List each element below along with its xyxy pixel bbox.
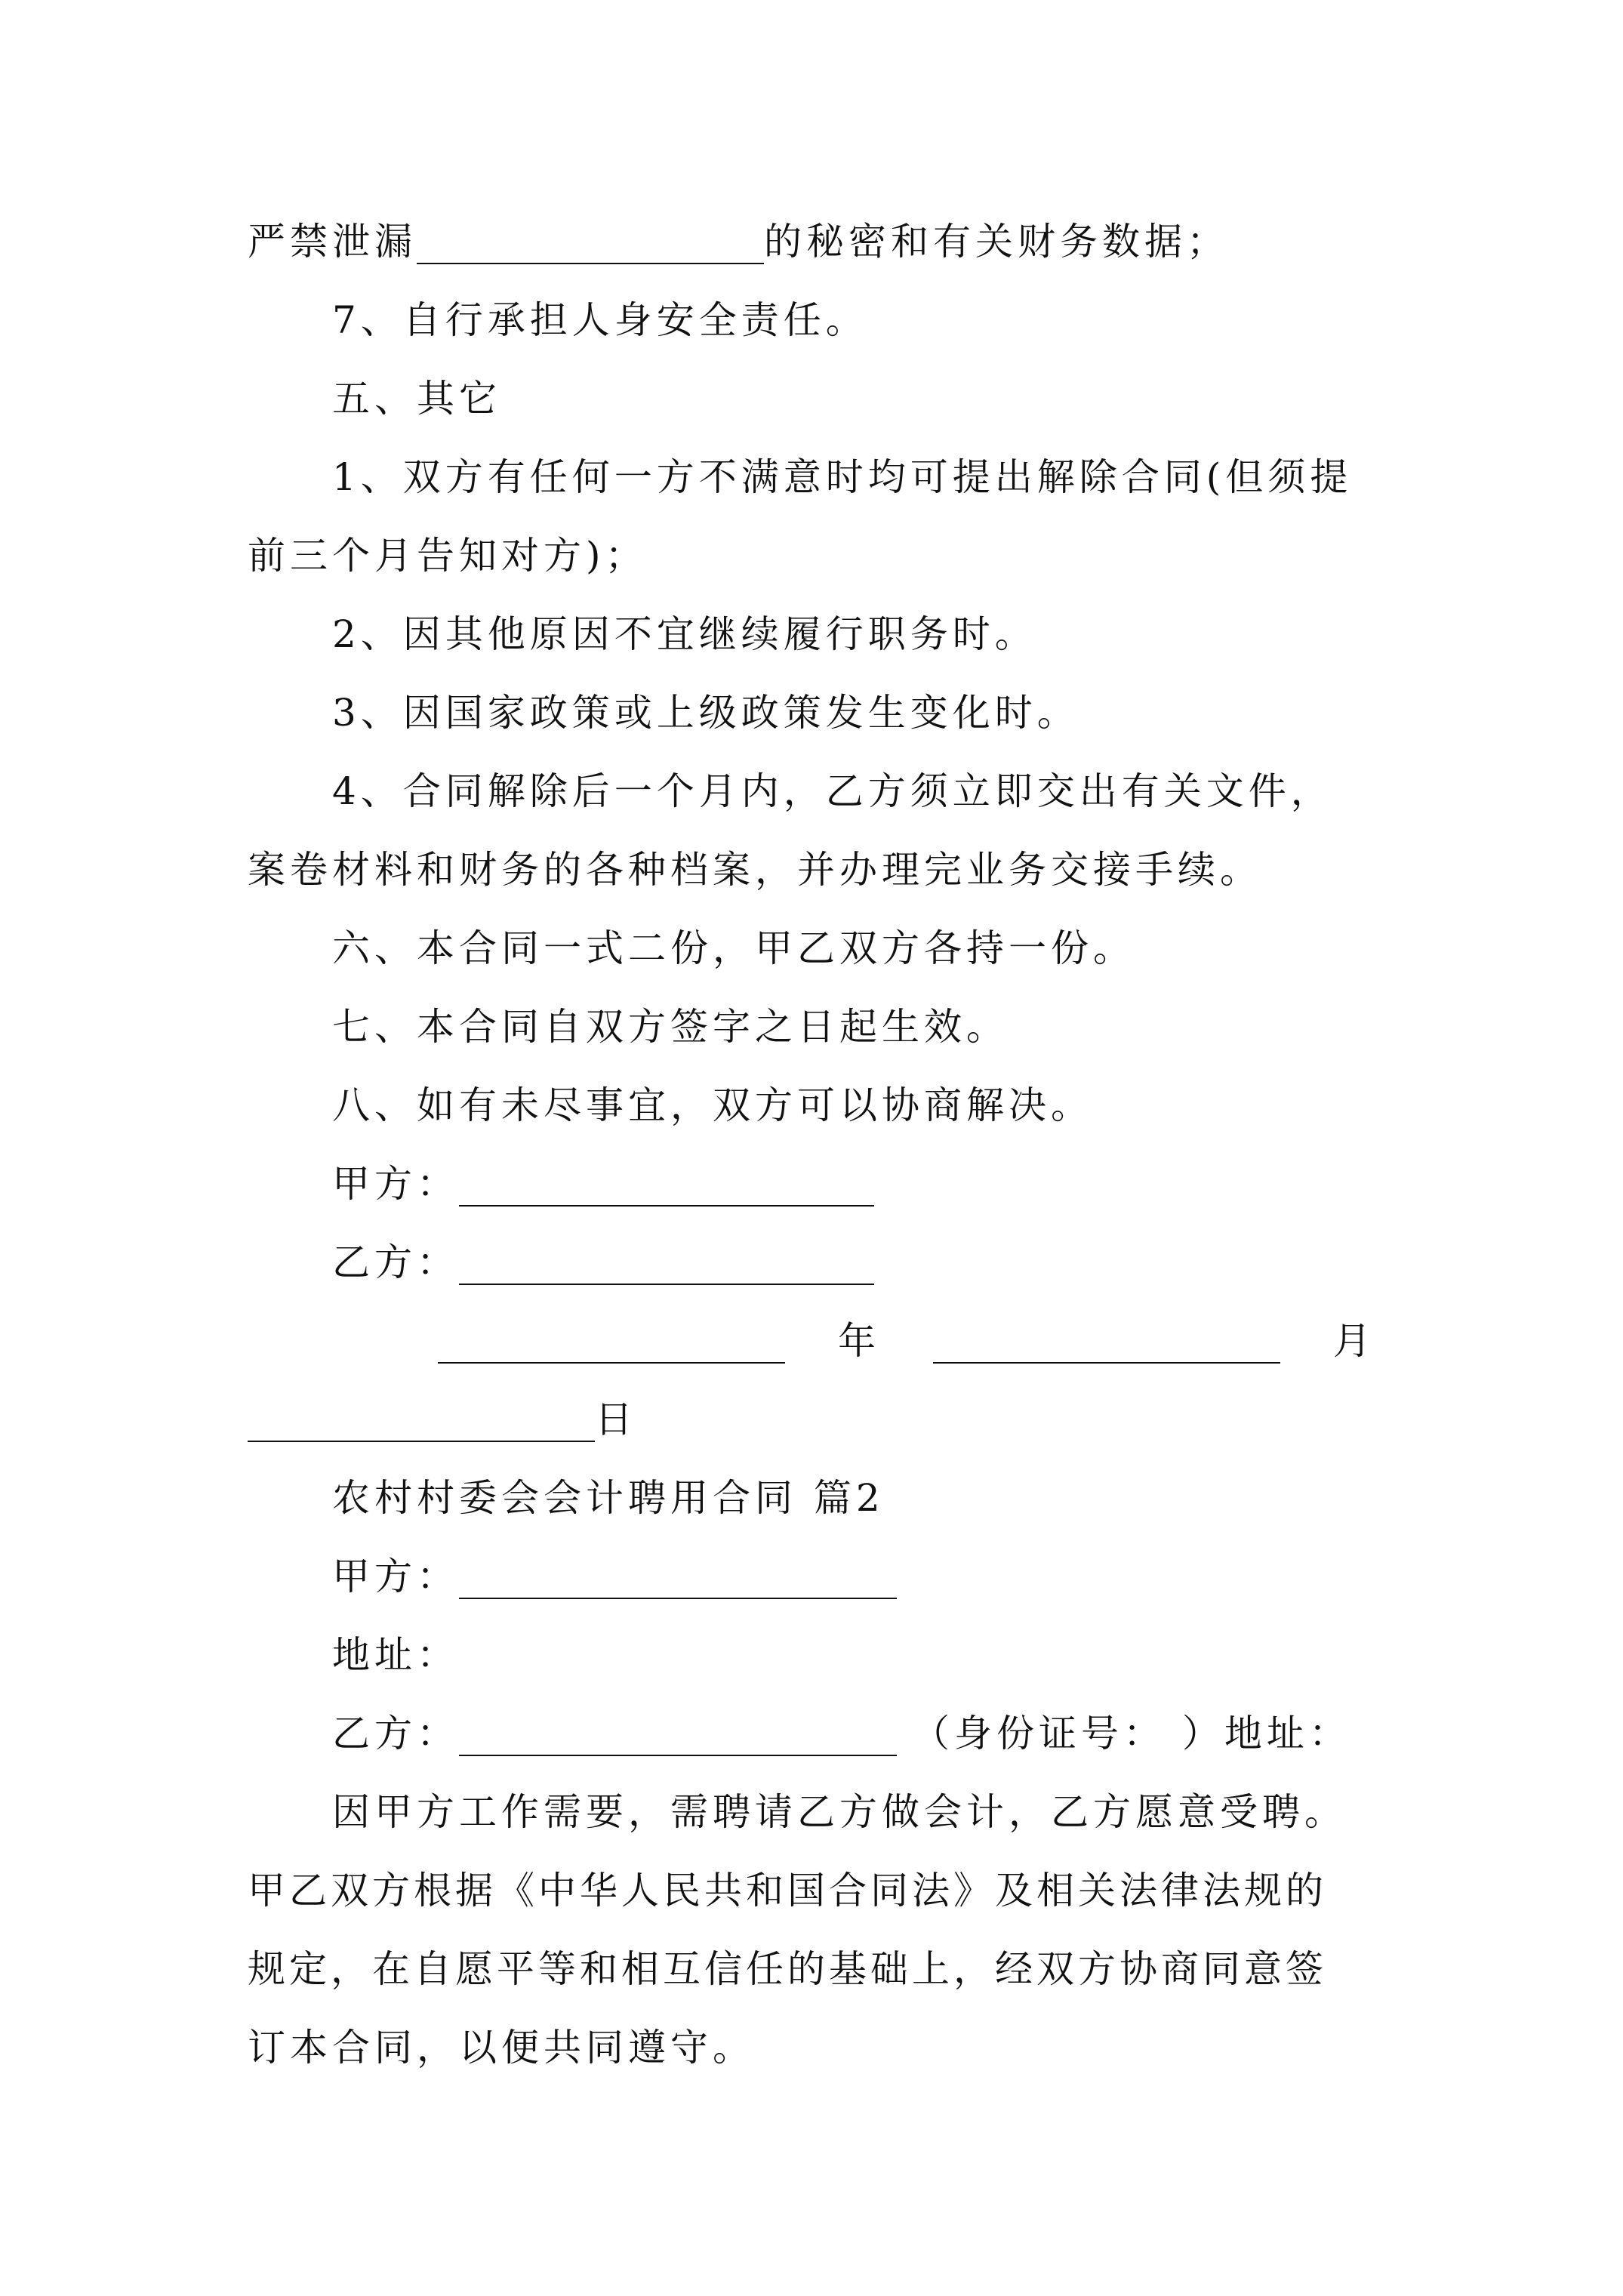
- text-line: 1、双方有任何一方不满意时均可提出解除合同(但须提: [332, 455, 1353, 499]
- section-title: 农村村委会会计聘用合同 篇2: [332, 1476, 885, 1520]
- party-a-label: 甲方：: [332, 1555, 459, 1598]
- blank-line: [933, 1326, 1280, 1364]
- text-segment: 严禁泄漏: [248, 220, 417, 264]
- blank-line: [438, 1326, 785, 1364]
- party-b-line: [332, 1711, 1351, 1756]
- date-line-day: [248, 1397, 637, 1442]
- blank-line: [459, 1247, 874, 1285]
- text-line: 规定，在自愿平等和相互信任的基础上，经双方协商同意签: [248, 1947, 1327, 1991]
- text-line: 3、因国家政策或上级政策发生变化时。: [332, 691, 1079, 735]
- text-line: 7、自行承担人身安全责任。: [332, 298, 868, 342]
- party-a-label: 甲方：: [332, 1162, 459, 1206]
- address-line: 地址：: [332, 1633, 459, 1677]
- blank-line: [417, 227, 764, 264]
- text-line: 订本合同，以便共同遵守。: [248, 2026, 755, 2069]
- date-line: [438, 1318, 1375, 1364]
- party-a-signature-line: [332, 1161, 874, 1207]
- text-line: [248, 219, 1229, 264]
- year-label: 年: [838, 1319, 880, 1363]
- day-label: 日: [595, 1398, 637, 1441]
- text-line: 因甲方工作需要，需聘请乙方做会计，乙方愿意受聘。: [332, 1790, 1347, 1834]
- id-and-address-label: （身份证号： ）地址：: [912, 1712, 1351, 1755]
- text-segment: 的秘密和有关财务数据；: [764, 220, 1229, 264]
- party-b-signature-line: [332, 1240, 874, 1285]
- blank-line: [459, 1561, 897, 1599]
- month-label: 月: [1333, 1319, 1375, 1363]
- section-heading: 五、其它: [332, 377, 501, 421]
- text-line: 六、本合同一式二份，甲乙双方各持一份。: [332, 926, 1135, 970]
- blank-line: [459, 1718, 897, 1756]
- party-b-label: 乙方：: [332, 1712, 459, 1755]
- text-line: 案卷材料和财务的各种档案，并办理完业务交接手续。: [248, 848, 1262, 892]
- text-line: 七、本合同自双方签字之日起生效。: [332, 1005, 1009, 1049]
- text-line: 2、因其他原因不宜继续履行职务时。: [332, 612, 1037, 656]
- party-a-line: [332, 1554, 897, 1599]
- text-line: 甲乙双方根据《中华人民共和国合同法》及相关法律法规的: [248, 1869, 1327, 1912]
- text-line: 八、如有未尽事宜，双方可以协商解决。: [332, 1083, 1093, 1127]
- text-line: 4、合同解除后一个月内，乙方须立即交出有关文件，: [332, 769, 1333, 813]
- text-line: 前三个月告知对方)；: [248, 534, 648, 578]
- blank-line: [459, 1169, 874, 1207]
- blank-line: [248, 1404, 595, 1442]
- party-b-label: 乙方：: [332, 1240, 459, 1284]
